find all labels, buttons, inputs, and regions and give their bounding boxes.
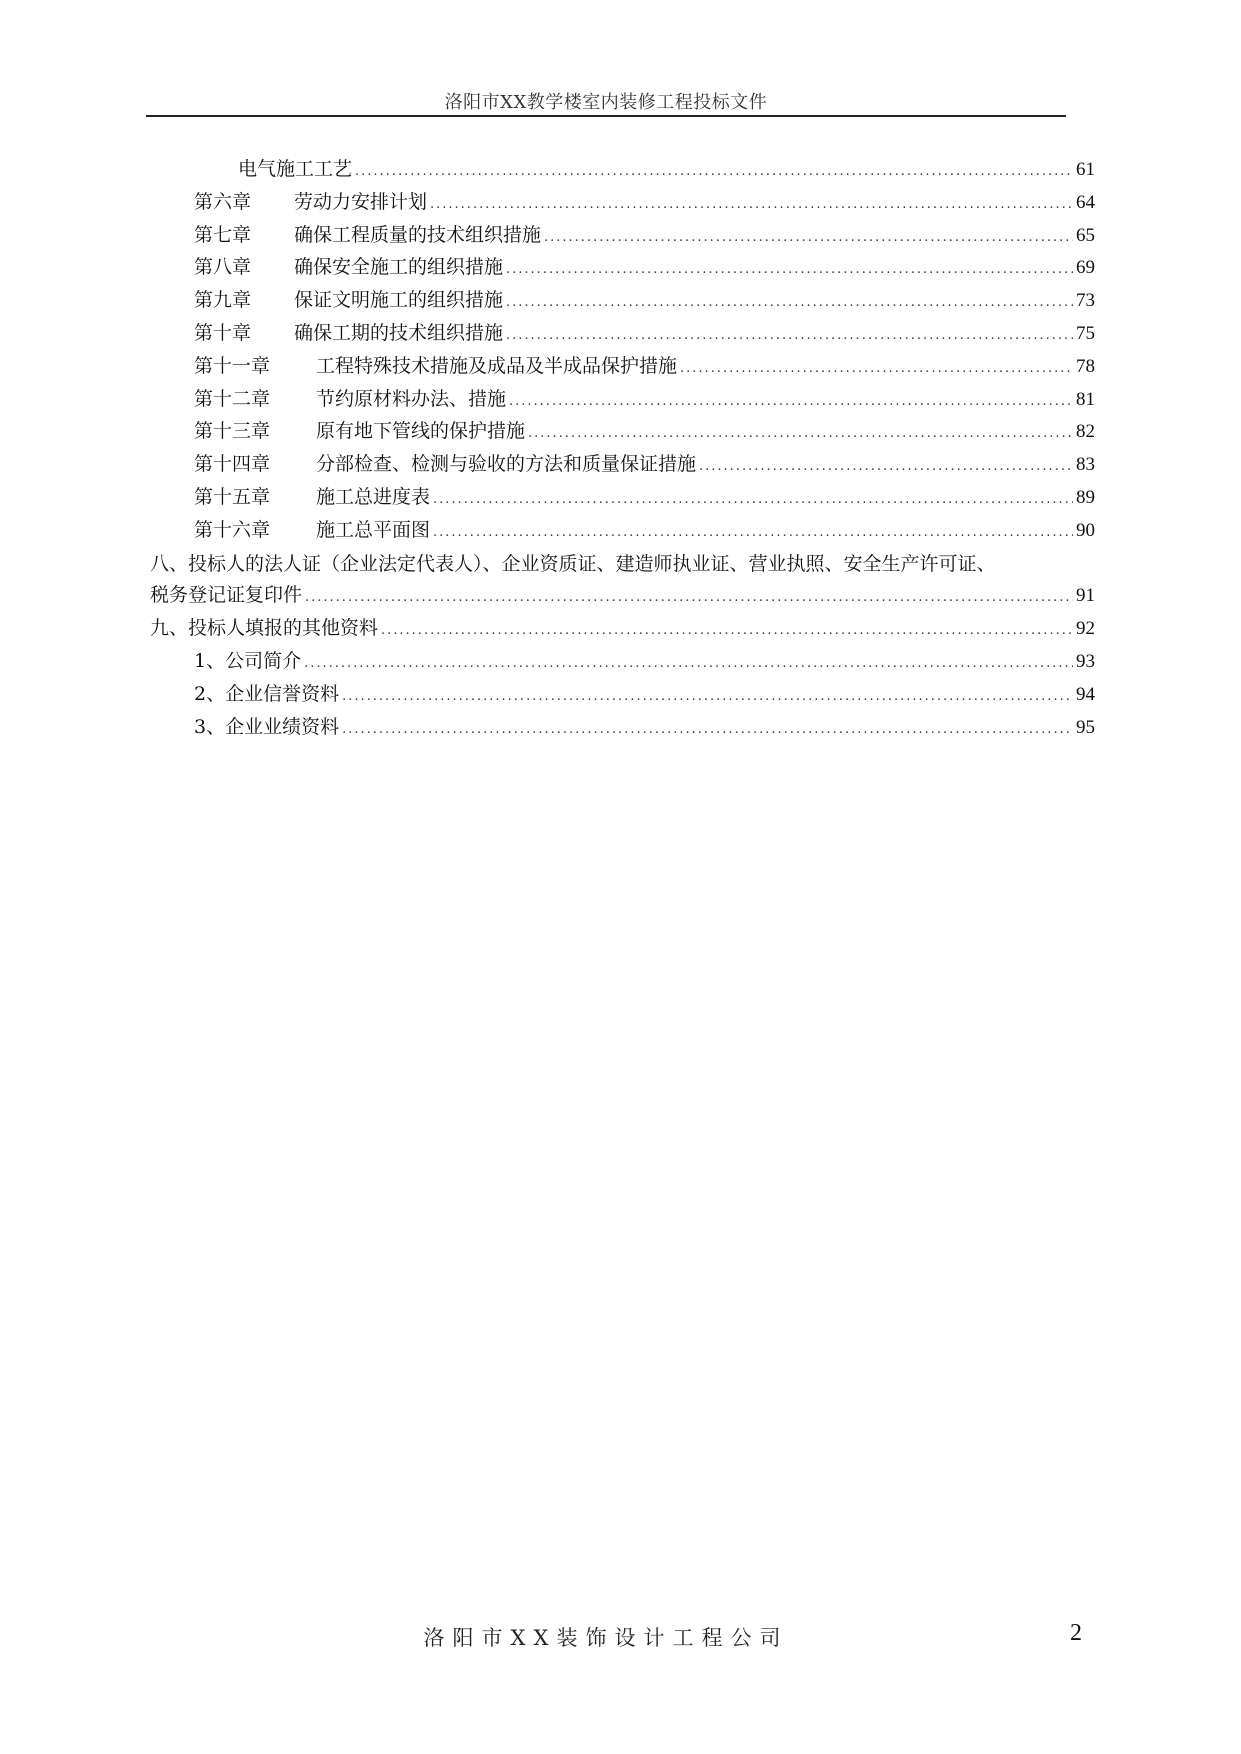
chapter-title: 确保工程质量的技术组织措施	[294, 223, 542, 246]
dot-leader	[304, 656, 1073, 671]
sub-item-title: 2、企业信誉资料	[194, 682, 340, 705]
sub-item-page: 95	[1076, 716, 1095, 738]
dot-leader	[506, 328, 1073, 343]
chapter-title: 节约原材料办法、措施	[316, 387, 507, 410]
toc-chapter-16[interactable]	[150, 515, 1095, 548]
dot-leader	[430, 197, 1073, 212]
dot-leader	[355, 164, 1073, 179]
chapter-page: 64	[1076, 191, 1095, 213]
chapter-number: 第十五章	[194, 485, 271, 508]
chapter-number: 第十章	[194, 321, 252, 344]
chapter-page: 82	[1076, 421, 1095, 443]
sub-item-page: 94	[1076, 683, 1095, 705]
toc-section-9[interactable]	[150, 613, 1095, 646]
toc-chapter-9[interactable]	[150, 285, 1095, 318]
chapter-page: 78	[1076, 355, 1095, 377]
dot-leader	[544, 230, 1073, 245]
header-divider	[146, 115, 1066, 117]
section-title: 税务登记证复印件	[150, 584, 303, 607]
toc-chapter-8[interactable]	[150, 252, 1095, 285]
chapter-title: 施工总进度表	[316, 485, 431, 508]
chapter-title: 工程特殊技术措施及成品及半成品保护措施	[316, 354, 678, 377]
chapter-page: 81	[1076, 388, 1095, 410]
dot-leader	[528, 426, 1073, 441]
chapter-number: 第六章	[194, 190, 252, 213]
dot-leader	[342, 689, 1073, 704]
chapter-number: 第八章	[194, 256, 252, 279]
dot-leader	[509, 394, 1073, 409]
section-page: 92	[1076, 618, 1095, 640]
toc-entry[interactable]	[150, 154, 1095, 187]
toc-chapter-11[interactable]	[150, 351, 1095, 384]
chapter-page: 69	[1076, 257, 1095, 279]
chapter-title: 施工总平面图	[316, 518, 431, 541]
chapter-title: 确保工期的技术组织措施	[294, 321, 504, 344]
toc-chapter-12[interactable]	[150, 384, 1095, 417]
chapter-number: 第十二章	[194, 387, 271, 410]
dot-leader	[506, 262, 1073, 277]
toc-sub-item-1[interactable]	[150, 646, 1095, 679]
dot-leader	[433, 525, 1073, 540]
dot-leader	[342, 722, 1073, 737]
section-title: 九、投标人填报的其他资料	[150, 617, 379, 640]
dot-leader	[381, 623, 1073, 638]
chapter-page: 89	[1076, 486, 1095, 508]
toc-entry-title: 电气施工工艺	[238, 158, 353, 180]
chapter-page: 75	[1076, 322, 1095, 344]
chapter-number: 第七章	[194, 223, 252, 246]
dot-leader	[680, 361, 1073, 376]
toc-section-8[interactable]	[150, 580, 1095, 613]
chapter-page: 65	[1076, 224, 1095, 246]
chapter-title: 保证文明施工的组织措施	[294, 289, 504, 312]
toc-chapter-10[interactable]	[150, 318, 1095, 351]
sub-item-title: 1、公司简介	[194, 649, 302, 672]
chapter-title: 劳动力安排计划	[294, 190, 428, 213]
toc-section-8-line1[interactable]: 八、投标人的法人证（企业法定代表人）、企业资质证、建造师执业证、营业执照、安全生产许可证、	[150, 552, 996, 575]
chapter-title: 分部检查、检测与验收的方法和质量保证措施	[316, 453, 697, 476]
footer-company-name: 洛阳市XX装饰设计工程公司	[423, 1626, 789, 1650]
chapter-number: 第九章	[194, 289, 252, 312]
chapter-number: 第十六章	[194, 518, 271, 541]
toc-chapter-13[interactable]	[150, 416, 1095, 449]
toc-entry-page: 61	[1076, 159, 1095, 180]
dot-leader	[506, 295, 1073, 310]
sub-item-title: 3、企业业绩资料	[194, 715, 340, 738]
dot-leader	[699, 459, 1073, 474]
toc-chapter-7[interactable]	[150, 220, 1095, 253]
chapter-number: 第十一章	[194, 354, 271, 377]
chapter-page: 73	[1076, 290, 1095, 312]
toc-sub-item-3[interactable]	[150, 712, 1095, 745]
chapter-number: 第十三章	[194, 420, 271, 443]
toc-sub-item-2[interactable]	[150, 679, 1095, 712]
page-header-title: 洛阳市XX教学楼室内装修工程投标文件	[444, 92, 768, 113]
table-of-contents	[150, 154, 1095, 744]
sub-item-page: 93	[1076, 650, 1095, 672]
chapter-page: 90	[1076, 519, 1095, 541]
dot-leader	[305, 590, 1073, 605]
chapter-title: 确保安全施工的组织措施	[294, 256, 504, 279]
page-number: 2	[1070, 1620, 1082, 1646]
dot-leader	[433, 492, 1073, 507]
chapter-title: 原有地下管线的保护措施	[316, 420, 526, 443]
toc-chapter-6[interactable]	[150, 187, 1095, 220]
section-page: 91	[1076, 585, 1095, 607]
toc-chapter-15[interactable]	[150, 482, 1095, 515]
chapter-number: 第十四章	[194, 453, 271, 476]
toc-chapter-14[interactable]	[150, 449, 1095, 482]
chapter-page: 83	[1076, 454, 1095, 476]
